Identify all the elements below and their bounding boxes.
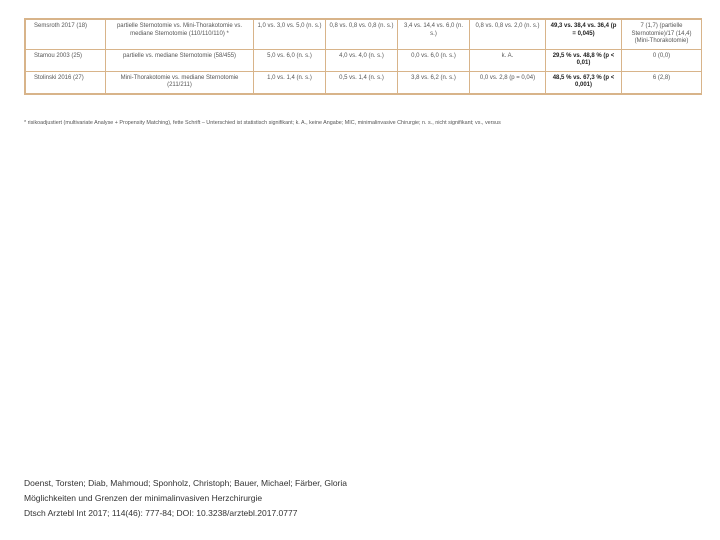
table-cell: partielle vs. mediane Sternotomie (58/455) xyxy=(106,49,254,71)
table-cell: 5,0 vs. 6,0 (n. s.) xyxy=(254,49,326,71)
table-cell: Stamou 2003 (25) xyxy=(26,49,106,71)
table-cell: 1,0 vs. 1,4 (n. s.) xyxy=(254,71,326,93)
table-cell: Stolinski 2016 (27) xyxy=(26,71,106,93)
table-row xyxy=(26,71,702,93)
citation-source: Dtsch Arztebl Int 2017; 114(46): 777-84; DOI: 10.3238/arztebl.2017.0777 xyxy=(24,508,298,518)
table-cell: 48,5 % vs. 67,3 % (p < 0,001) xyxy=(546,71,622,93)
table-cell: 3,8 vs. 6,2 (n. s.) xyxy=(398,71,470,93)
table-row xyxy=(26,20,702,50)
table-cell: 3,4 vs. 14,4 vs. 6,0 (n. s.) xyxy=(398,20,470,50)
table-cell: 0,5 vs. 1,4 (n. s.) xyxy=(326,71,398,93)
table-cell: Semsroth 2017 (18) xyxy=(26,20,106,50)
citation-block xyxy=(24,476,347,521)
table-cell: 1,0 vs. 3,0 vs. 5,0 (n. s.) xyxy=(254,20,326,50)
table-cell: partielle Sternotomie vs. Mini-Thorakotomie vs. mediane Sternotomie (110/110/110) * xyxy=(106,20,254,50)
table-cell: 49,3 vs. 38,4 vs. 36,4 (p = 0,045) xyxy=(546,20,622,50)
table-cell: k. A. xyxy=(470,49,546,71)
table-cell: 7 (1,7) (partielle Sternotomie)/17 (14,4) (Mini-Thorakotomie) xyxy=(622,20,702,50)
table-cell: 0,8 vs. 0,8 vs. 2,0 (n. s.) xyxy=(470,20,546,50)
table-cell: 0,0 vs. 6,0 (n. s.) xyxy=(398,49,470,71)
table-cell: 0 (0,0) xyxy=(622,49,702,71)
study-table-grid xyxy=(25,19,702,94)
table-cell: 0,0 vs. 2,8 (p = 0,04) xyxy=(470,71,546,93)
study-table-body xyxy=(26,20,702,94)
study-table xyxy=(24,18,702,95)
table-cell: 29,5 % vs. 48,8 % (p < 0,01) xyxy=(546,49,622,71)
citation-authors: Doenst, Torsten; Diab, Mahmoud; Sponholz, Christoph; Bauer, Michael; Färber, Gloria xyxy=(24,478,348,488)
table-cell: 6 (2,8) xyxy=(622,71,702,93)
table-cell: Mini-Thorakotomie vs. mediane Sternotomie (211/211) xyxy=(106,71,254,93)
citation-title: Möglichkeiten und Grenzen der minimalinvasiven Herzchirurgie xyxy=(24,493,263,503)
table-cell: 4,0 vs. 4,0 (n. s.) xyxy=(326,49,398,71)
table-cell: 0,8 vs. 0,8 vs. 0,8 (n. s.) xyxy=(326,20,398,50)
table-row xyxy=(26,49,702,71)
table-footnote: * risikoadjustiert (multivariate Analyse + Propensity Matching), fette Schrift – Unterschied ist statistisch signifikant; k. A., keine Angabe; MIC, minimalinvasive Chirurgie; n. s., nicht signifikant; vs., versus xyxy=(24,120,501,126)
